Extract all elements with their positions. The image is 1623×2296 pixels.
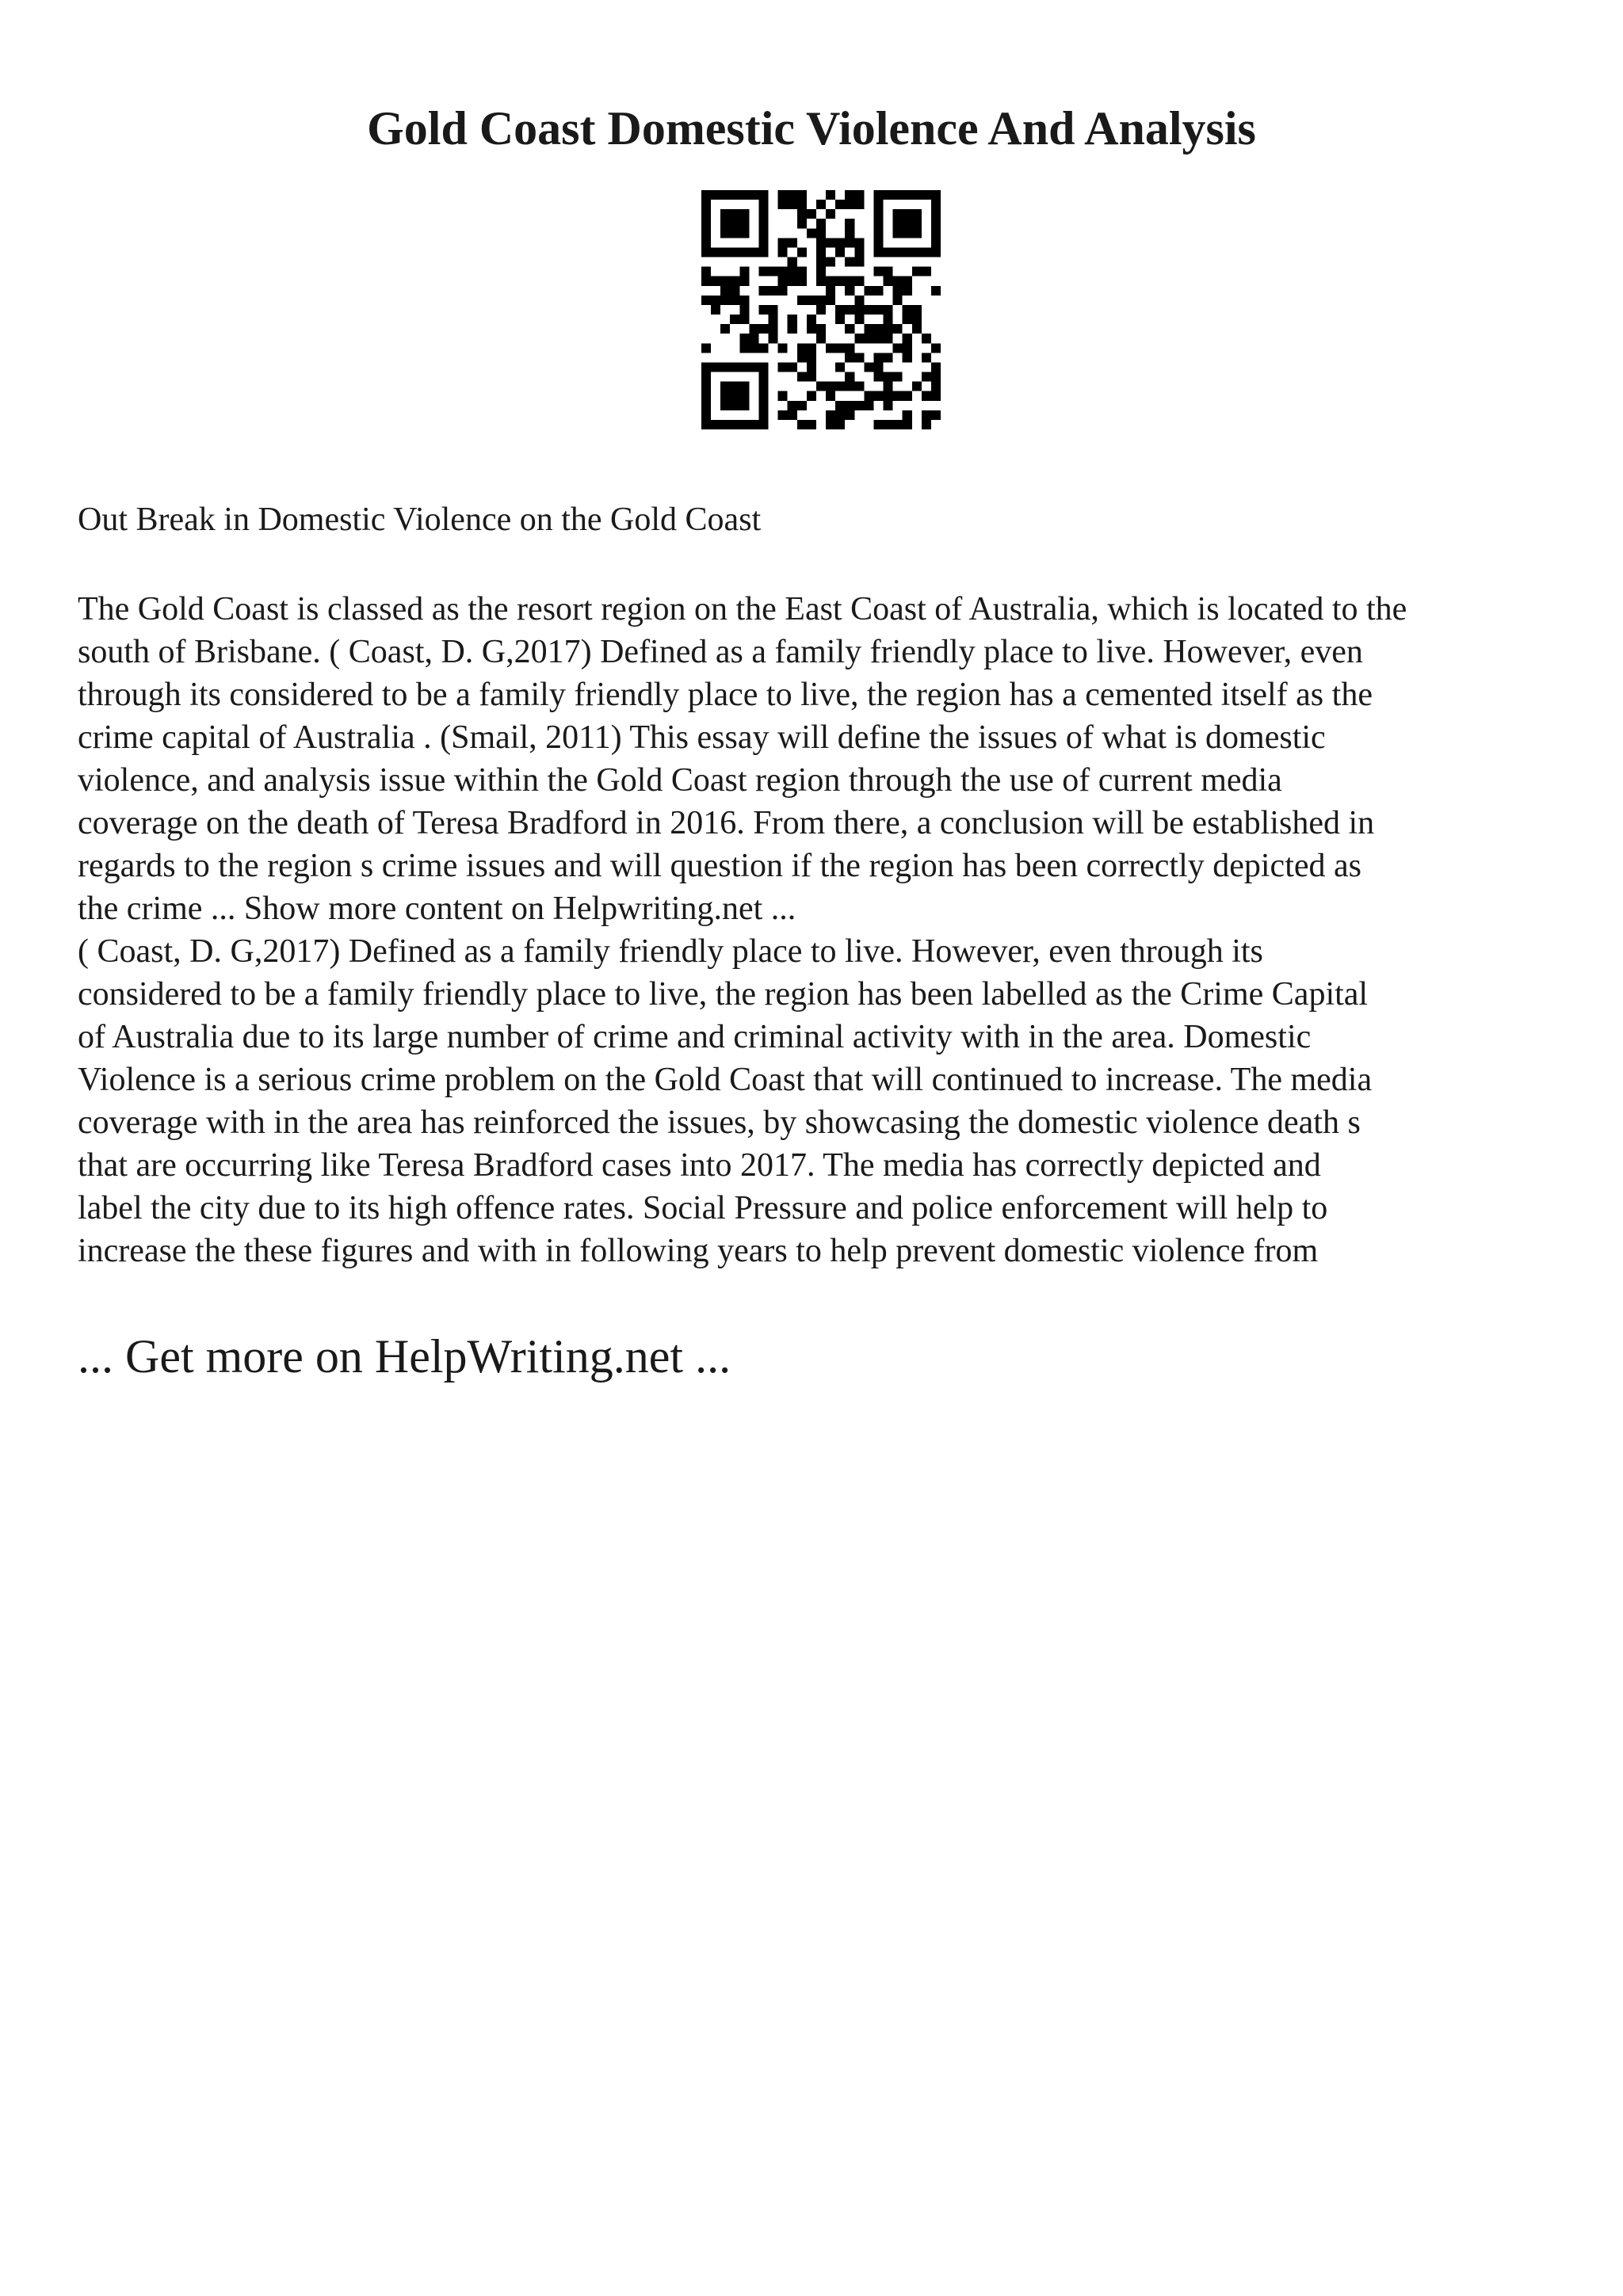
- body-line: The Gold Coast is classed as the resort region on the East Coast of Australia, which is located to the: [78, 591, 1407, 627]
- body-line: crime capital of Australia . (Smail, 2011) This essay will define the issues of what is domestic: [78, 719, 1326, 756]
- body-line[interactable]: the crime ... Show more content on Helpwriting.net ...: [78, 891, 796, 927]
- body-line: label the city due to its high offence rates. Social Pressure and police enforcement will help to: [78, 1190, 1328, 1226]
- body-line: violence, and analysis issue within the Gold Coast region through the use of current media: [78, 762, 1282, 799]
- body-line: through its considered to be a family friendly place to live, the region has a cemented itself as the: [78, 677, 1373, 713]
- qr-code-icon: [701, 190, 941, 429]
- body-line: south of Brisbane. ( Coast, D. G,2017) Defined as a family friendly place to live. However, even: [78, 634, 1363, 670]
- body-line: increase the these figures and with in following years to help prevent domestic violence from: [78, 1233, 1319, 1269]
- body-line: regards to the region s crime issues and will question if the region has been correctly depicted as: [78, 848, 1361, 884]
- body-line: Violence is a serious crime problem on the Gold Coast that will continued to increase. The media: [78, 1062, 1373, 1098]
- body-line: ( Coast, D. G,2017) Defined as a family friendly place to live. However, even through its: [78, 933, 1263, 970]
- body-line: coverage with in the area has reinforced the issues, by showcasing the domestic violence death s: [78, 1104, 1361, 1141]
- document-subtitle: Out Break in Domestic Violence on the Gold Coast: [78, 502, 762, 538]
- body-line: coverage on the death of Teresa Bradford in 2016. From there, a conclusion will be established in: [78, 805, 1375, 841]
- document-title: Gold Coast Domestic Violence And Analysis: [367, 102, 1256, 154]
- body-line: considered to be a family friendly place to live, the region has been labelled as the Crime Capital: [78, 976, 1369, 1013]
- body-line: that are occurring like Teresa Bradford cases into 2017. The media has correctly depicted and: [78, 1147, 1321, 1184]
- body-line: of Australia due to its large number of crime and criminal activity with in the area. Domestic: [78, 1019, 1312, 1055]
- get-more-link[interactable]: ... Get more on HelpWriting.net ...: [78, 1330, 731, 1383]
